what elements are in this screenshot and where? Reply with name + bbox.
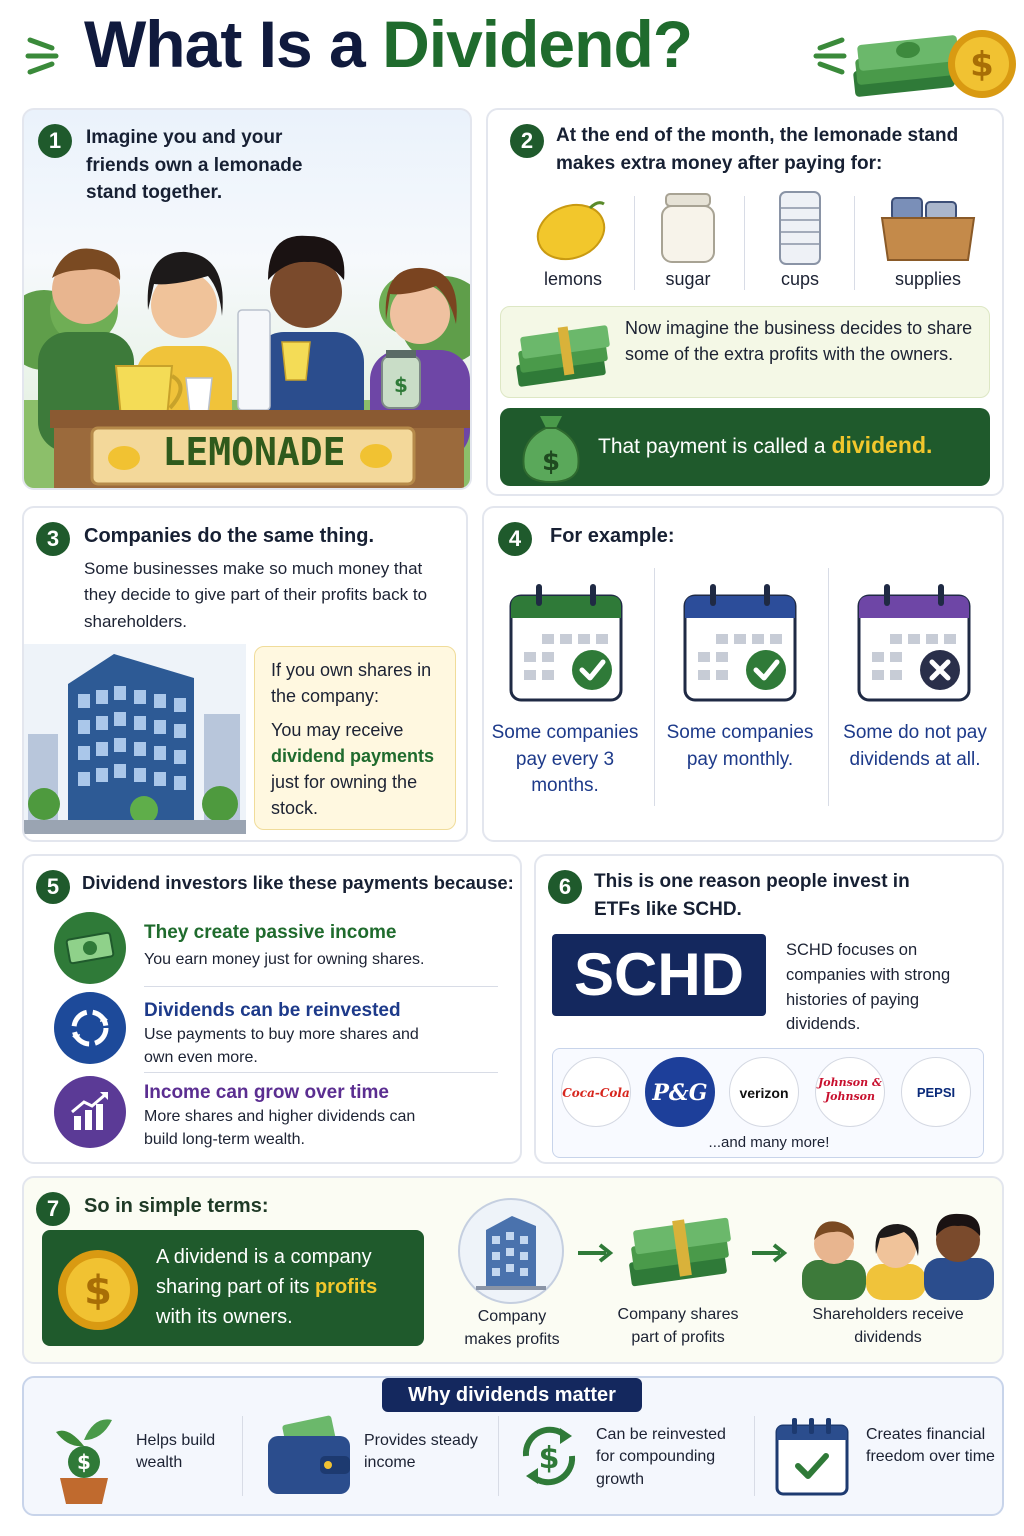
imagine-box	[500, 306, 990, 398]
s3-body: Some businesses make so much money that they decide to give part of their profits back to shareholders.	[84, 559, 428, 631]
shares-box-line2c: just for owning the stock.	[271, 772, 418, 819]
plant-coin-icon	[50, 1406, 118, 1506]
why-divider	[498, 1416, 499, 1496]
section-3	[22, 506, 468, 842]
money-coin-icon	[850, 18, 1020, 108]
shares-box	[254, 646, 456, 830]
shares-box-line1: If you own shares in the company:	[271, 660, 432, 707]
title-part1: What Is a	[84, 7, 383, 81]
sparkle-right-icon	[800, 30, 850, 80]
calendar-check-icon	[682, 582, 798, 706]
item-divider	[634, 196, 635, 290]
wallet-icon	[264, 1414, 354, 1498]
definition-box	[42, 1230, 424, 1346]
why-item-4: Creates financial freedom over time	[866, 1426, 995, 1466]
called-prefix: That payment is called a	[598, 435, 832, 458]
step-1-badge: 1	[38, 124, 72, 158]
reason1-body: You earn money just for owning shares.	[144, 951, 425, 968]
svg-text:$: $	[84, 1268, 112, 1314]
logos-box	[552, 1048, 984, 1158]
cups-icon	[774, 188, 826, 268]
growth-chart-icon	[54, 1076, 126, 1148]
item-divider	[854, 196, 855, 290]
cal-divider	[654, 568, 655, 806]
why-title-pill	[382, 1378, 642, 1412]
lemonade-sign-text: LEMONADE	[162, 430, 346, 474]
why-divider	[242, 1416, 243, 1496]
cash-icon	[54, 912, 126, 984]
why-item-3: Can be reinvested for compounding growth	[596, 1426, 726, 1488]
shares-box-line2b: dividend payments	[271, 746, 435, 766]
s6-heading: This is one reason people invest in ETFs like SCHD.	[594, 871, 910, 920]
calendar-check-icon	[508, 582, 624, 706]
flow-step-1: Company makes profits	[464, 1308, 560, 1348]
svg-text:$: $	[970, 45, 994, 85]
company-building-icon	[456, 1196, 566, 1306]
s7-heading: So in simple terms:	[84, 1195, 269, 1217]
cal-divider	[828, 568, 829, 806]
reason1-title: They create passive income	[144, 922, 397, 943]
logo-pg: P&G	[645, 1057, 715, 1127]
sparkle-left-icon	[22, 30, 72, 80]
logo-pepsi: PEPSI	[901, 1057, 971, 1127]
definition-text	[156, 1242, 418, 1332]
definition-profits: profits	[314, 1276, 378, 1298]
s4-heading: For example:	[550, 525, 675, 547]
page-title	[84, 6, 692, 82]
sugar-jar-icon	[658, 190, 718, 266]
logo-jnj: Johnson & Johnson	[815, 1057, 885, 1127]
logo-cocacola: Coca-Cola	[561, 1057, 631, 1127]
called-word: dividend.	[831, 432, 933, 458]
reason3-body: More shares and higher dividends can build long-term wealth.	[144, 1108, 416, 1148]
schd-ticker-box	[552, 934, 766, 1016]
section-4	[482, 506, 1004, 842]
svg-text:$: $	[538, 1441, 560, 1476]
shares-box-line2a: You may receive	[271, 720, 404, 740]
reinvest-dollar-icon	[514, 1418, 584, 1494]
definition-a: A dividend is a company sharing part of its	[156, 1246, 372, 1298]
reason-divider	[144, 986, 498, 987]
calendar-check-icon	[774, 1416, 850, 1498]
section-7	[22, 1176, 1004, 1364]
step-7-badge: 7	[36, 1192, 70, 1226]
money-bag-icon	[518, 412, 584, 484]
dollar-coin-icon	[56, 1248, 140, 1332]
s3-heading: Companies do the same thing.	[84, 525, 375, 547]
step-6-badge: 6	[548, 870, 582, 904]
logo-verizon: verizon	[729, 1057, 799, 1127]
reason-divider	[144, 1072, 498, 1073]
calendar-x-icon	[856, 582, 972, 706]
schd-ticker: SCHD	[573, 941, 744, 1008]
logos-more: ...and many more!	[708, 1134, 830, 1151]
reason2-title: Dividends can be reinvested	[144, 1000, 401, 1021]
reinvest-cycle-icon	[54, 992, 126, 1064]
definition-c: with its owners.	[156, 1306, 293, 1328]
dividend-called-text	[598, 432, 932, 459]
money-stack-icon	[624, 1212, 734, 1292]
reason2-body: Use payments to buy more shares and own even more.	[144, 1026, 419, 1066]
s5-heading: Dividend investors like these payments because:	[82, 872, 514, 893]
why-item-1: Helps build wealth	[136, 1432, 216, 1472]
office-building-illustration	[24, 644, 246, 834]
why-item-2: Provides steady income	[364, 1432, 478, 1472]
why-dividends-matter	[22, 1376, 1004, 1516]
dividend-called-box	[500, 408, 990, 486]
imagine-text: Now imagine the business decides to share some of the extra profits with the owners.	[625, 318, 973, 365]
schd-desc: SCHD focuses on companies with strong histories of paying dividends.	[786, 941, 951, 1034]
cal3-text: Some do not pay dividends at all.	[843, 722, 987, 770]
s2-heading: At the end of the month, the lemonade stand makes extra money after paying for:	[556, 125, 959, 174]
cal1-text: Some companies pay every 3 months.	[491, 722, 639, 797]
svg-text:$: $	[77, 1450, 91, 1474]
step-2-badge: 2	[510, 124, 544, 158]
title-part2: Dividend?	[382, 7, 693, 81]
section-5	[22, 854, 522, 1164]
flow-step-3: Shareholders receive dividends	[812, 1306, 964, 1346]
item-divider	[744, 196, 745, 290]
supplies-box-icon	[878, 194, 978, 264]
arrow-right-icon	[750, 1242, 788, 1264]
step-5-badge: 5	[36, 870, 70, 904]
section-1	[22, 108, 472, 490]
svg-text:$: $	[541, 447, 561, 477]
item-supplies: supplies	[894, 269, 962, 289]
cal2-text: Some companies pay monthly.	[666, 722, 814, 770]
s1-text: Imagine you and your friends own a lemonade stand together.	[86, 127, 303, 204]
svg-text:$: $	[394, 373, 408, 397]
item-sugar: sugar	[665, 269, 711, 289]
money-stack-icon	[513, 321, 613, 387]
item-lemons: lemons	[543, 269, 603, 289]
section-6	[534, 854, 1004, 1164]
step-4-badge: 4	[498, 522, 532, 556]
item-cups: cups	[780, 269, 820, 289]
why-divider	[754, 1416, 755, 1496]
shareholders-group-icon	[800, 1200, 996, 1300]
why-title: Why dividends matter	[408, 1384, 616, 1406]
arrow-right-icon	[576, 1242, 614, 1264]
step-3-badge: 3	[36, 522, 70, 556]
section-2	[486, 108, 1004, 496]
flow-step-2: Company shares part of profits	[617, 1306, 739, 1346]
reason3-title: Income can grow over time	[144, 1082, 389, 1103]
title-bar	[0, 0, 1024, 100]
lemon-icon	[534, 194, 608, 264]
